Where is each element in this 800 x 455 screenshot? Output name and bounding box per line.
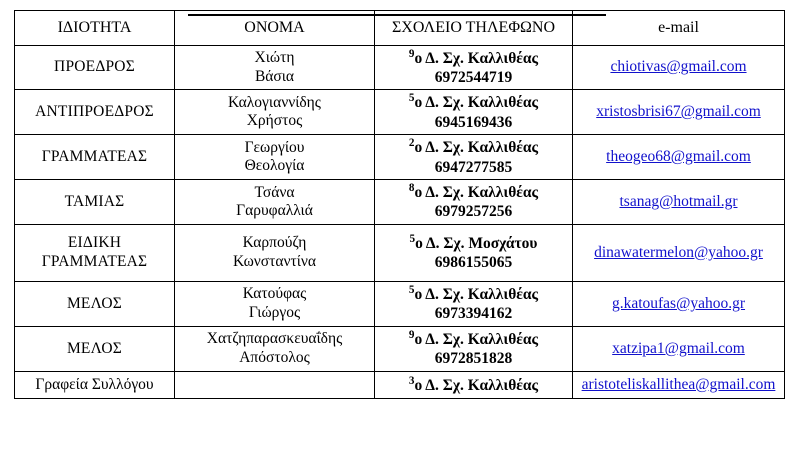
member-school-phone bbox=[375, 135, 573, 180]
member-email-link[interactable]: g.katoufas@yahoo.gr bbox=[611, 294, 746, 312]
member-name bbox=[175, 90, 375, 135]
member-school: $^5$ο Δ. Σχ. Καλλιθέας bbox=[408, 92, 539, 112]
member-school-phone bbox=[375, 327, 573, 372]
member-school-phone bbox=[375, 90, 573, 135]
table-row bbox=[15, 372, 785, 399]
member-name bbox=[175, 180, 375, 225]
member-phone: 6947277585 bbox=[434, 158, 513, 176]
member-school-phone bbox=[375, 282, 573, 327]
member-firstname: Απόστολος bbox=[239, 349, 310, 367]
member-school: $^5$ο Δ. Σχ. Μοσχάτου bbox=[409, 233, 538, 253]
column-header-school: ΣΧΟΛΕΙΟ bbox=[391, 19, 462, 36]
office-school: $^3$ο Δ. Σχ. Καλλιθέας bbox=[408, 374, 539, 394]
member-role bbox=[15, 225, 175, 282]
member-firstname: Γαρυφαλλιά bbox=[236, 202, 313, 220]
table-row bbox=[15, 282, 785, 327]
member-name bbox=[175, 135, 375, 180]
title-underline-rule bbox=[188, 14, 606, 16]
member-school-phone bbox=[375, 45, 573, 90]
column-header-email: e-mail bbox=[573, 11, 785, 46]
member-school-phone bbox=[375, 180, 573, 225]
member-email-cell bbox=[573, 45, 785, 90]
member-surname: Χιώτη bbox=[254, 48, 295, 66]
member-role: ΜΕΛΟΣ bbox=[15, 327, 175, 372]
member-surname: Κατούφας bbox=[242, 285, 307, 303]
table-row bbox=[15, 225, 785, 282]
member-email-cell bbox=[573, 282, 785, 327]
member-school: $^9$ο Δ. Σχ. Καλλιθέας bbox=[408, 329, 539, 349]
member-email-cell bbox=[573, 90, 785, 135]
member-phone: 6979257256 bbox=[434, 203, 513, 221]
table-row bbox=[15, 45, 785, 90]
member-role: ΜΕΛΟΣ bbox=[15, 282, 175, 327]
member-email-link[interactable]: xatzipa1@gmail.com bbox=[612, 339, 745, 357]
member-name bbox=[175, 327, 375, 372]
member-name bbox=[175, 45, 375, 90]
member-name bbox=[175, 225, 375, 282]
member-role-line1: ΕΙΔΙΚΗ bbox=[67, 234, 122, 252]
member-phone: 6945169436 bbox=[434, 113, 513, 131]
column-header-name: ΟΝΟΜΑ bbox=[175, 11, 375, 46]
member-school: $^5$ο Δ. Σχ. Καλλιθέας bbox=[408, 284, 539, 304]
document-page bbox=[0, 10, 800, 455]
member-email-link[interactable]: xristosbrisi67@gmail.com bbox=[596, 103, 761, 121]
member-surname: Τσάνα bbox=[254, 183, 295, 201]
member-firstname: Βάσια bbox=[254, 67, 295, 85]
member-phone: 6972851828 bbox=[434, 350, 513, 368]
office-label: Γραφεία Συλλόγου bbox=[15, 372, 175, 399]
table-row bbox=[15, 180, 785, 225]
member-firstname: Γιώργος bbox=[248, 304, 301, 322]
member-school: $^9$ο Δ. Σχ. Καλλιθέας bbox=[408, 47, 539, 67]
member-school-phone bbox=[375, 225, 573, 282]
member-role: ΤΑΜΙΑΣ bbox=[15, 180, 175, 225]
column-header-role: ΙΔΙΟΤΗΤΑ bbox=[15, 11, 175, 46]
member-email-cell bbox=[573, 327, 785, 372]
member-email-link[interactable]: tsanag@hotmail.gr bbox=[619, 192, 738, 210]
office-email-link[interactable]: aristoteliskallithea@gmail.com bbox=[581, 375, 776, 393]
table-row bbox=[15, 90, 785, 135]
table-row bbox=[15, 135, 785, 180]
member-surname: Γεωργίου bbox=[244, 138, 305, 156]
member-role-line2: ΓΡΑΜΜΑΤΕΑΣ bbox=[41, 253, 148, 271]
member-email-cell bbox=[573, 135, 785, 180]
member-email-cell bbox=[573, 225, 785, 282]
table-row bbox=[15, 327, 785, 372]
member-email-cell bbox=[573, 180, 785, 225]
member-phone: 6986155065 bbox=[434, 254, 513, 272]
member-school: $^8$ο Δ. Σχ. Καλλιθέας bbox=[408, 182, 539, 202]
member-email-link[interactable]: theogeo68@gmail.com bbox=[606, 147, 751, 165]
member-email-link[interactable]: chiotivas@gmail.com bbox=[610, 58, 747, 76]
member-firstname: Κωνσταντίνα bbox=[232, 253, 317, 271]
member-role: ΠΡΟΕΔΡΟΣ bbox=[15, 45, 175, 90]
member-school: $^2$ο Δ. Σχ. Καλλιθέας bbox=[408, 137, 539, 157]
member-surname: Καρπούζη bbox=[242, 234, 307, 252]
office-email-cell bbox=[573, 372, 785, 399]
member-name bbox=[175, 282, 375, 327]
column-header-phone: ΤΗΛΕΦΩΝΟ bbox=[465, 19, 556, 36]
member-phone: 6973394162 bbox=[434, 305, 513, 323]
member-firstname: Χρήστος bbox=[246, 112, 303, 130]
member-role: ΑΝΤΙΠΡΟΕΔΡΟΣ bbox=[15, 90, 175, 135]
office-school-phone bbox=[375, 372, 573, 399]
member-surname: Καλογιαννίδης bbox=[228, 93, 321, 111]
member-phone: 6972544719 bbox=[434, 68, 513, 86]
member-firstname: Θεολογία bbox=[244, 157, 305, 175]
member-email-link[interactable]: dinawatermelon@yahoo.gr bbox=[594, 243, 763, 261]
office-name bbox=[175, 372, 375, 399]
member-role: ΓΡΑΜΜΑΤΕΑΣ bbox=[15, 135, 175, 180]
board-members-table bbox=[14, 10, 785, 399]
member-surname: Χατζηπαρασκευαΐδης bbox=[206, 330, 343, 348]
